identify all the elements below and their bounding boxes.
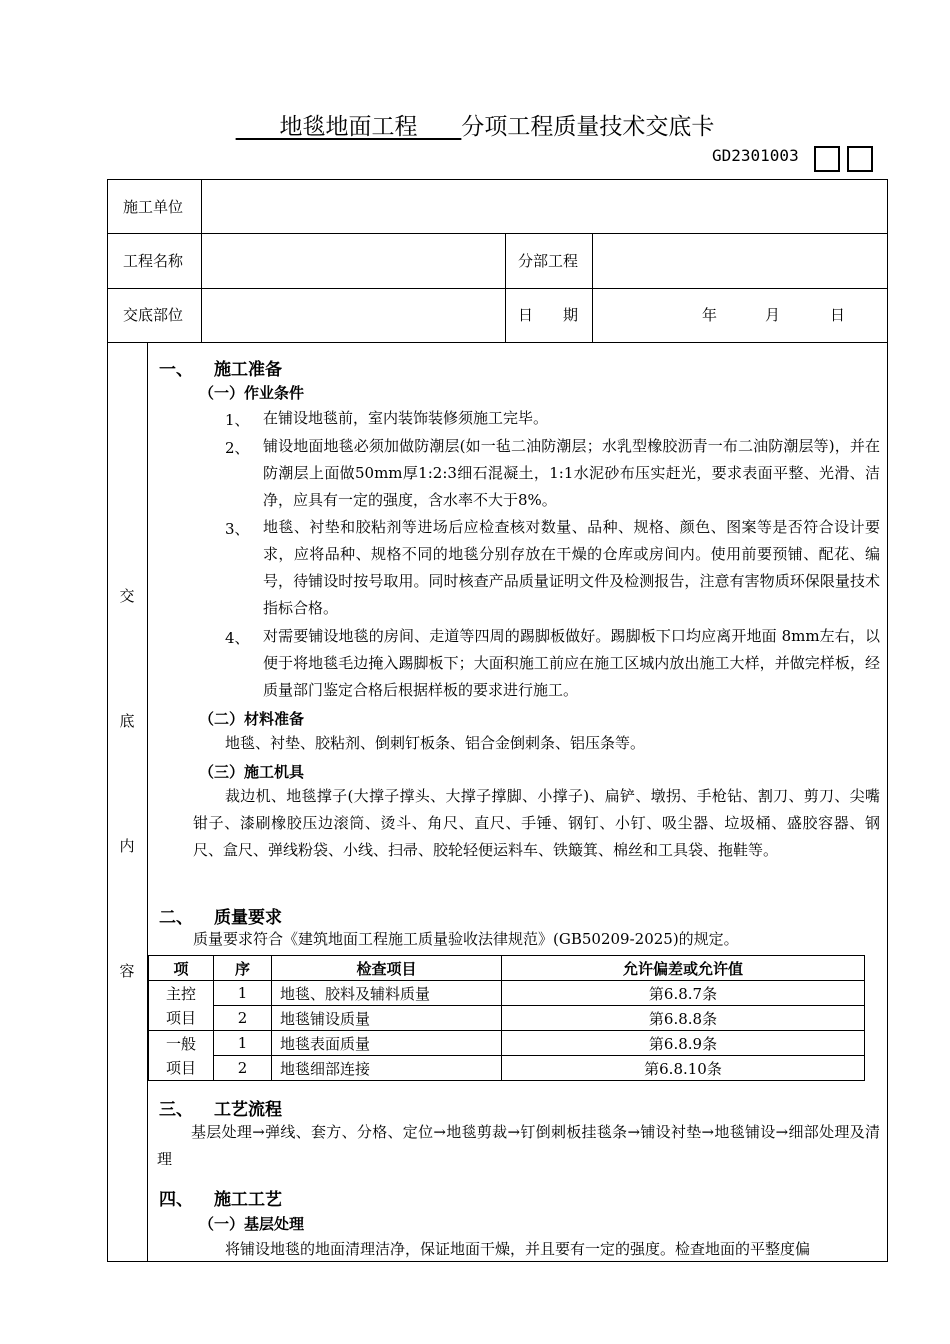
seq-cell: 2 bbox=[214, 1056, 272, 1081]
division-field[interactable] bbox=[600, 246, 880, 276]
unit-label: 施工单位 bbox=[123, 198, 184, 216]
header-cell: 检查项目 bbox=[272, 956, 502, 981]
divider bbox=[201, 179, 202, 342]
item-number: 3、 bbox=[225, 520, 250, 538]
seq-cell: 1 bbox=[214, 1031, 272, 1056]
table-row bbox=[149, 1056, 865, 1081]
title-blank: 地毯地面工程 bbox=[279, 114, 418, 140]
checkbox-1[interactable] bbox=[814, 146, 840, 172]
seq-cell: 2 bbox=[214, 1006, 272, 1031]
item-text: 在铺设地毯前，室内装饰装修须施工完毕。 bbox=[263, 409, 549, 427]
process-flow-text: 基层处理→弹线、套方、分格、定位→地毯剪裁→钉倒刺板挂毯条→铺设衬垫→地毯铺设→细部处理及清理 bbox=[157, 1123, 880, 1168]
section1-heading: 一、 施工准备 bbox=[159, 360, 282, 380]
group-cell: 项目 bbox=[149, 1056, 214, 1081]
divider bbox=[107, 288, 888, 289]
section1-sub3: （三）施工机具 bbox=[199, 763, 305, 781]
base-treatment-text: 将铺设地毯的地面清理洁净，保证地面干燥，并且要有一定的强度。检查地面的平整度偏 bbox=[225, 1240, 811, 1258]
table-row bbox=[149, 981, 865, 1006]
document-title bbox=[0, 108, 950, 141]
date-label: 日 期 bbox=[518, 306, 579, 324]
project-label: 工程名称 bbox=[123, 252, 184, 270]
table-row bbox=[149, 1031, 865, 1056]
quality-table bbox=[148, 955, 865, 1081]
value-cell: 第6.8.8条 bbox=[502, 1006, 865, 1031]
section1-sub1: （一）作业条件 bbox=[199, 384, 305, 402]
side-label-char: 交 bbox=[119, 587, 135, 605]
item-number: 1、 bbox=[225, 411, 250, 429]
quality-intro: 质量要求符合《建筑地面工程施工质量验收法律规范》(GB50209-2025)的规定。 bbox=[193, 930, 739, 948]
side-label-char: 底 bbox=[119, 712, 135, 730]
month-label: 月 bbox=[765, 306, 781, 324]
table-row bbox=[149, 1006, 865, 1031]
materials-text: 地毯、衬垫、胶粘剂、倒刺钉板条、铝合金倒刺条、铝压条等。 bbox=[225, 734, 646, 752]
divider bbox=[505, 233, 506, 342]
header-cell: 允许偏差或允许值 bbox=[502, 956, 865, 981]
position-label: 交底部位 bbox=[123, 306, 184, 324]
tools-text: 裁边机、地毯撑子(大撑子撑头、大撑子撑脚、小撑子)、扁铲、墩拐、手枪钻、割刀、剪刀、尖嘴钳子、漆刷橡胶压边滚筒、烫斗、角尺、直尺、手锤、钢钉、小钉、吸尘器、垃圾桶、盛胶容器、钢尺、盒尺、弹线粉袋、小线、扫帚、胶轮轻便运料车、铁簸箕、棉丝和工具袋、拖鞋等。 bbox=[193, 787, 880, 859]
item-text: 对需要铺设地毯的房间、走道等四周的踢脚板做好。踢脚板下口均应离开地面 8mm左右，以便于将地毯毛边掩入踢脚板下；大面积施工前应在施工区城内放出施工大样，并做完样板，经质量部门鉴定合格后根据样板的要求进行施工。 bbox=[263, 627, 880, 699]
seq-cell: 1 bbox=[214, 981, 272, 1006]
title-suffix: 分项工程质量技术交底卡 bbox=[461, 114, 715, 140]
position-field[interactable] bbox=[215, 300, 495, 330]
item-number: 4、 bbox=[225, 629, 250, 647]
group-cell: 主控 bbox=[149, 981, 214, 1006]
checkbox-2[interactable] bbox=[847, 146, 873, 172]
side-label-char: 内 bbox=[119, 837, 135, 855]
project-field[interactable] bbox=[215, 246, 495, 276]
divider bbox=[107, 233, 888, 234]
value-cell: 第6.8.9条 bbox=[502, 1031, 865, 1056]
section2-heading: 二、 质量要求 bbox=[159, 908, 282, 928]
day-label: 日 bbox=[830, 306, 846, 324]
item-cell: 地毯表面质量 bbox=[272, 1031, 502, 1056]
item-cell: 地毯、胶料及辅料质量 bbox=[272, 981, 502, 1006]
side-label-char: 容 bbox=[119, 962, 135, 980]
value-cell: 第6.8.7条 bbox=[502, 981, 865, 1006]
header-cell: 序 bbox=[214, 956, 272, 981]
section3-heading: 三、 工艺流程 bbox=[159, 1100, 282, 1120]
item-cell: 地毯铺设质量 bbox=[272, 1006, 502, 1031]
value-cell: 第6.8.10条 bbox=[502, 1056, 865, 1081]
section1-sub2: （二）材料准备 bbox=[199, 710, 305, 728]
item-text: 铺设地面地毯必须加做防潮层(如一毡二油防潮层；水乳型橡胶沥青一布二油防潮层等)，并在防潮层上面做50mm厚1:2:3细石混凝土，1:1水泥砂布压实赶光，要求表面平整、光滑、洁净，应具有一定的强度，含水率不大于8%。 bbox=[263, 437, 880, 509]
year-label: 年 bbox=[702, 306, 718, 324]
section4-sub1: （一）基层处理 bbox=[199, 1215, 305, 1233]
item-cell: 地毯细部连接 bbox=[272, 1056, 502, 1081]
divider bbox=[592, 233, 593, 342]
content-area bbox=[147, 343, 888, 1262]
item-number: 2、 bbox=[225, 439, 250, 457]
document-code: GD2301003 bbox=[712, 146, 799, 165]
section4-heading: 四、 施工工艺 bbox=[159, 1190, 282, 1210]
unit-field[interactable] bbox=[215, 192, 875, 222]
group-cell: 一般 bbox=[149, 1031, 214, 1056]
header-cell: 项 bbox=[149, 956, 214, 981]
item-text: 地毯、衬垫和胶粘剂等进场后应检查核对数量、品种、规格、颜色、图案等是否符合设计要求，应将品种、规格不同的地毯分别存放在干燥的仓库或房间内。使用前要预铺、配花、编号，待铺设时按号取用。同时核查产品质量证明文件及检测报告，注意有害物质环保限量技术指标合格。 bbox=[263, 518, 880, 617]
division-label: 分部工程 bbox=[518, 252, 579, 270]
table-header-row bbox=[149, 956, 865, 981]
group-cell: 项目 bbox=[149, 1006, 214, 1031]
